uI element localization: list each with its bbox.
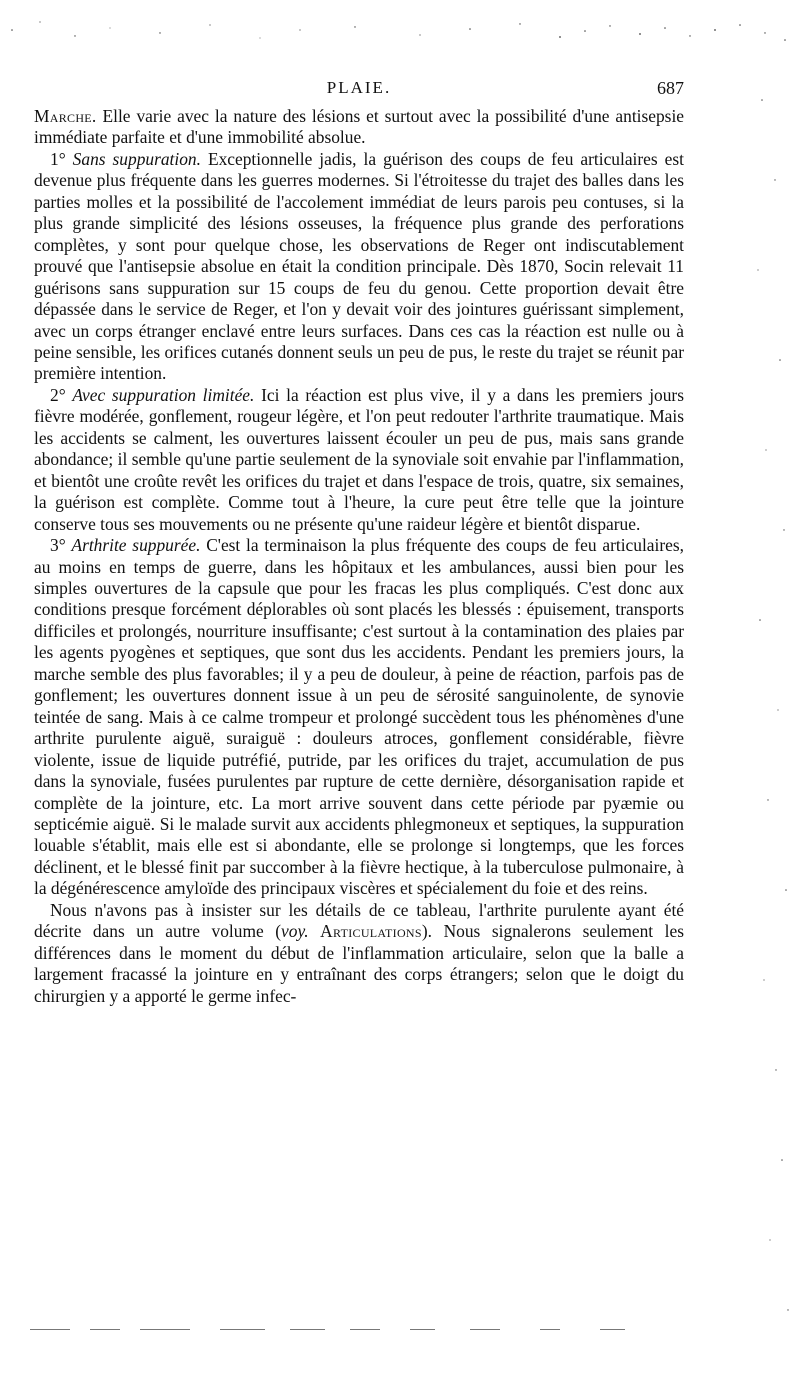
paragraph-suppuration-limitee bbox=[34, 385, 684, 535]
paragraph-text: C'est la terminaison la plus fréquente des coups de feu articulaires, au moins en temps de guerre, dans les hôpitaux et les ambulances, aussi bien pour les simples ouvertures de la capsule que pour les fracas les plus compliqués. C'est donc aux conditions presque forcément déplorables où sont placés les blessés : épuisement, transports difficiles et prolongés, nourriture insuffisante; c'est surtout à la contamination des plaies par les agents pyogènes et septiques, que sont dus les accidents. Pendant les premiers jours, la marche semble des plus favorables; il y a peu de douleur, à peine de réaction, parfois pas de gonflement; les ouvertures donnent issue à un peu de sérosité sanguinolente, de synovie teintée de sang. Mais à ce calme trompeur et prolongé succèdent tous les phénomènes d'une arthrite purulente aiguë, suraiguë : douleurs atroces, gonflement considérable, fièvre violente, issue de liquide putréfié, putride, par les orifices du trajet, accumulation de pus dans la synoviale, fusées purulentes par rupture de cette dernière, désorganisation rapide et complète de la jointure, etc. La mort arrive souvent dans cette période par pyæmie ou septicémie aiguë. Si le malade survit aux accidents phlegmoneux et septiques, la suppuration louable s'établit, mais elle est si abondante, elle se prolonge si longtemps, que les forces déclinent, et le blessé finit par succomber à la fièvre hectique, à la tuberculose pulmonaire, à la dégénérescence amyloïde des principaux viscères et spécialement du foie et des reins. bbox=[34, 535, 684, 899]
item-number: 3° bbox=[50, 535, 66, 556]
paragraph-final bbox=[34, 900, 684, 1007]
scan-speckle-bottom bbox=[30, 1325, 680, 1335]
page-header bbox=[34, 78, 684, 104]
paragraph-arthrite-suppuree bbox=[34, 535, 684, 900]
voy-abbrev: voy. bbox=[281, 921, 309, 942]
item-heading: Avec suppuration limitée. bbox=[72, 384, 255, 405]
item-number: 1° bbox=[50, 148, 66, 169]
item-heading: Arthrite suppurée. bbox=[71, 535, 201, 556]
paragraph-text: Ici la réaction est plus vive, il y a dans les premiers jours fièvre modérée, gonflement, rougeur légère, et l'on peut redouter l'arthrite traumatique. Mais les accidents se calment, les ouvertures laissent écouler un peu de pus, mais sans grande abondance; il semble qu'une partie seulement de la synoviale soit envahie par l'inflammation, et bientôt une croûte revêt les orifices du trajet et dans l'espace de trois, quatre, six semaines, la guérison est complète. Comme tout à l'heure, la cure peut être telle que la jointure conserve tous ses mouvements ou ne présente qu'une raideur légère et bientôt disparue. bbox=[34, 384, 684, 534]
scan-speckle-right bbox=[740, 60, 800, 1360]
scan-speckle-top bbox=[0, 0, 800, 60]
paragraph-marche bbox=[34, 106, 684, 149]
item-heading: Sans suppuration. bbox=[72, 148, 201, 169]
paragraph-text: Nous n'avons pas à insister sur les détails de ce tableau, l'arthrite purulente ayant été décrite dans un autre volume ( bbox=[34, 899, 684, 942]
page-number: 687 bbox=[657, 78, 684, 98]
paragraph-text: Exceptionnelle jadis, la guérison des coups de feu articulaires est devenue plus fréquente dans les guerres modernes. Si l'étroitesse du trajet des balles dans les parties molles et la possibilité de l'accolement immédiat de leurs parois peu contuses, si la plus grande simplicité des lésions osseuses, la fréquence plus grande des perforations complètes, y sont pour quelque chose, les observations de Reger ont indiscutablement prouvé que l'antisepsie absolue en était la condition principale. Dès 1870, Socin relevait 11 guérisons sans suppuration sur 15 coups de feu du genou. Cette proportion devait être dépassée dans le service de Reger, et l'on y devait voir des jointures guérissant simplement, avec un corps étranger enclavé entre leurs surfaces. Dans ces cas la réaction est nulle ou à peine sensible, les orifices cutanés donnent seuls un peu de pus, le reste du trajet se réunit par première intention. bbox=[34, 148, 684, 384]
section-lead-marche: Marche. bbox=[34, 106, 97, 126]
item-number: 2° bbox=[50, 384, 66, 405]
paragraph-text: Elle varie avec la nature des lésions et surtout avec la possibilité d'une antisepsie immédiate parfaite et d'une immobilité absolue. bbox=[34, 106, 684, 148]
cross-reference: Articulations bbox=[320, 921, 422, 942]
body-text bbox=[34, 106, 684, 1007]
paragraph-sans-suppuration bbox=[34, 149, 684, 385]
paragraph-text: ). Nous signalerons seulement les différences dans le moment du début de l'inflammation articulaire, selon que la balle a largement fracassé la jointure en y entraînant des corps étrangers; selon que le doigt du chirurgien y a apporté le germe infec- bbox=[34, 921, 684, 1006]
running-head: PLAIE. bbox=[326, 78, 392, 97]
